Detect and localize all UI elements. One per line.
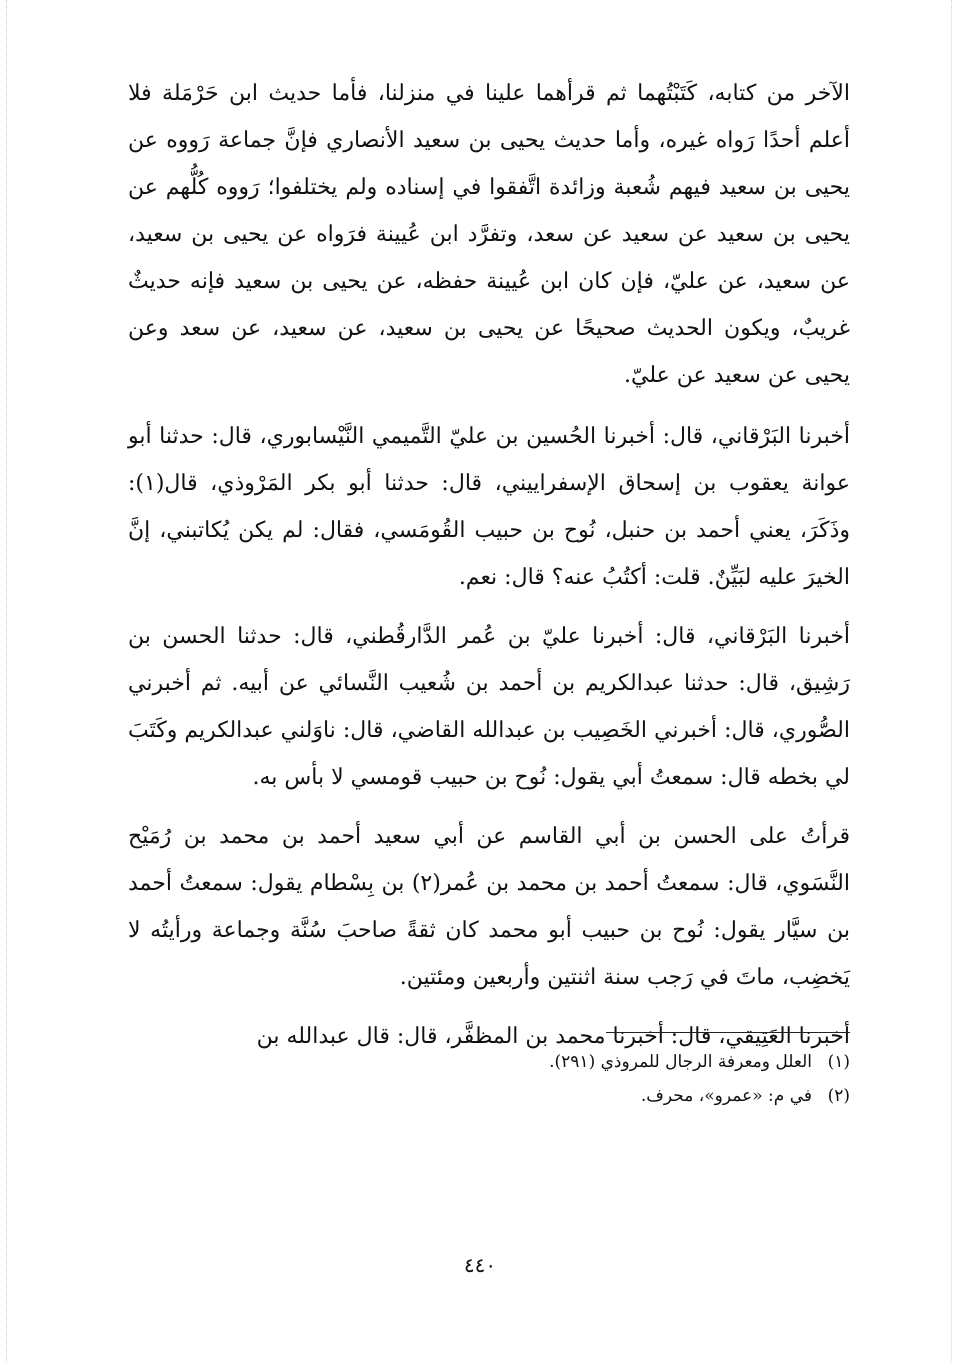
scan-edge-left [6,0,7,1362]
footnote-number: (٢) [827,1086,850,1106]
footnote-2 [300,1079,850,1113]
paragraph-2: أخبرنا البَرْقاني، قال: أخبرنا الحُسين بن عليّ التَّميمي النَّيْسابوري، قال: حدثنا أبو عوانة يعقوب بن إسحاق الإسفراييني، قال: حدثنا أبو بكر المَرْوذي، قال(١): وذَكَرَ، يعني أحمد بن حنبل، نُوح بن حبيب القُومَسي، فقال: لم يكن يُكاتبني، إنَّ الخيرَ عليه لبَيِّنٌ. قلت: أكتُبُ عنه؟ قال: نعم. [128,424,850,590]
scan-edge-right [951,0,952,1362]
paragraph-4: قرأتُ على الحسن بن أبي القاسم عن أبي سعيد أحمد بن محمد بن رُمَيْح النَّسَوي، قال: سمعتُ أحمد بن محمد بن عُمر(٢) بن بِسْطام يقول: سمعتُ أحمد بن سيَّار يقول: نُوح بن حبيب أبو محمد كان ثقةً صاحبَ سُنَّة وجماعة ورأيتُه لا يَخضِب، ماتَ في رَجب سنة اثنتين وأربعين ومئتين. [128,824,850,990]
footnote-separator [606,1032,850,1033]
footnote-number: (١) [827,1052,850,1072]
footnotes [300,1045,850,1113]
footnote-text: العلل ومعرفة الرجال للمروذي (٢٩١). [549,1052,812,1072]
paragraph-1: الآخر من كتابه، كَتَبْتُهما ثم قرأهما علينا في منزلنا، فأما حديث ابن حَرْمَلة فلا أعلم أحدًا رَواه غيره، وأما حديث يحيى بن سعيد الأنصاري فإنَّ جماعة رَووه عن يحيى بن سعيد فيهم شُعبة وزائدة اتَّفقوا في إسناده ولم يختلفوا؛ رَووه كُلُّهم عن يحيى بن سعيد عن سعيد عن سعد، وتفرَّد ابن عُيينة فرَواه عن يحيى بن سعيد، عن سعيد، عن عليّ، فإن كان ابن عُيينة حفظه، عن يحيى بن سعيد فإنه حديثٌ غريبٌ، ويكون الحديث صحيحًا عن يحيى بن سعيد، عن سعيد، عن سعد وعن يحيى عن سعيد عن عليّ. [128,81,850,388]
footnote-text: في م: «عمرو»، محرف. [640,1086,812,1106]
page-number: ٤٤٠ [463,1253,497,1277]
footnote-1 [300,1045,850,1079]
paragraph-3: أخبرنا البَرْقاني، قال: أخبرنا عليّ بن عُمر الدَّارقُطني، قال: حدثنا الحسن بن رَشِيق، قال: حدثنا عبدالكريم بن أحمد بن شُعيب النَّسائي عن أبيه. ثم أخبرني الصُّوري، قال: أخبرني الخَصِيب بن عبدالله القاضي، قال: ناوَلني عبدالكريم وكَتَبَ لي بخطه قال: سمعتُ أبي يقول: نُوح بن حبيب قومسي لا بأس به. [128,624,850,790]
paragraph-5: أخبرنا العَتِيقي، قال: أخبرنا محمد بن المظفَّر، قال: قال عبدالله بن [256,1024,850,1049]
main-text [128,70,850,1072]
